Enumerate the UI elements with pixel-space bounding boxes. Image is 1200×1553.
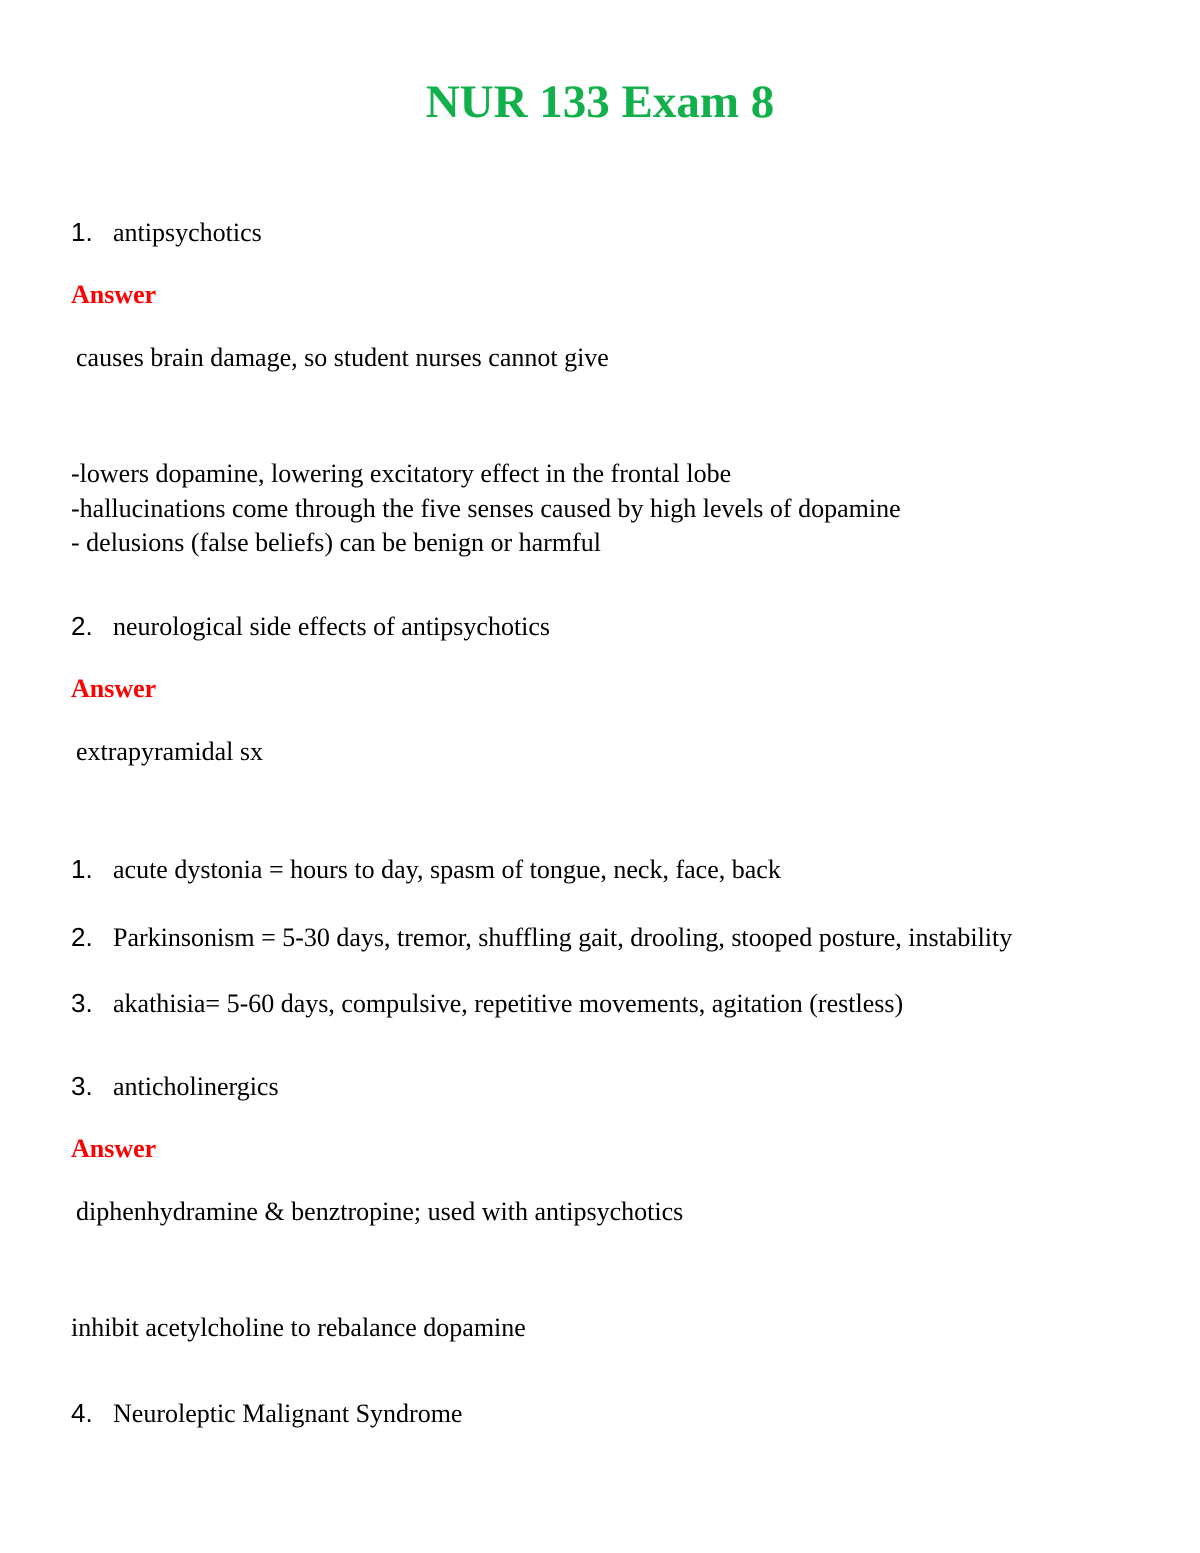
sublist-item-number: 3. (71, 988, 93, 1018)
question-3 (71, 1069, 279, 1104)
answer-1-note: - delusions (false beliefs) can be benign or harmful (71, 528, 601, 557)
question-1 (71, 215, 262, 250)
sublist-item (71, 852, 781, 887)
answer-1-notes (71, 457, 901, 561)
question-4-text: Neuroleptic Malignant Syndrome (113, 1399, 463, 1428)
sublist-item-text: Parkinsonism = 5-30 days, tremor, shuffling gait, drooling, stooped posture, instability (113, 923, 1013, 952)
question-1-number: 1. (71, 217, 93, 247)
page-title: NUR 133 Exam 8 (425, 76, 775, 128)
answer-label-1: Answer (71, 280, 157, 309)
answer-3-text: diphenhydramine & benztropine; used with antipsychotics (76, 1197, 684, 1226)
question-1-text: antipsychotics (113, 218, 262, 247)
answer-3-note: inhibit acetylcholine to rebalance dopamine (71, 1313, 526, 1342)
sublist-item-text: acute dystonia = hours to day, spasm of tongue, neck, face, back (113, 855, 781, 884)
answer-2-text: extrapyramidal sx (76, 737, 263, 766)
answer-1-text: causes brain damage, so student nurses cannot give (76, 343, 609, 372)
question-4 (71, 1396, 462, 1431)
question-3-text: anticholinergics (113, 1072, 279, 1101)
question-4-number: 4. (71, 1398, 93, 1428)
sublist-item-number: 2. (71, 922, 93, 952)
answer-label-2: Answer (71, 674, 157, 703)
question-2-text: neurological side effects of antipsychotics (113, 612, 551, 641)
question-3-number: 3. (71, 1071, 93, 1101)
answer-1-note: -hallucinations come through the five senses caused by high levels of dopamine (71, 493, 901, 523)
answer-1-note: -lowers dopamine, lowering excitatory effect in the frontal lobe (71, 459, 732, 488)
sublist-item-number: 1. (71, 854, 93, 884)
question-2 (71, 609, 550, 644)
question-2-number: 2. (71, 611, 93, 641)
answer-label-3: Answer (71, 1134, 157, 1163)
sublist-item (71, 986, 903, 1021)
sublist-item-text: akathisia= 5-60 days, compulsive, repetitive movements, agitation (restless) (113, 989, 904, 1018)
sublist-item (71, 920, 1012, 955)
